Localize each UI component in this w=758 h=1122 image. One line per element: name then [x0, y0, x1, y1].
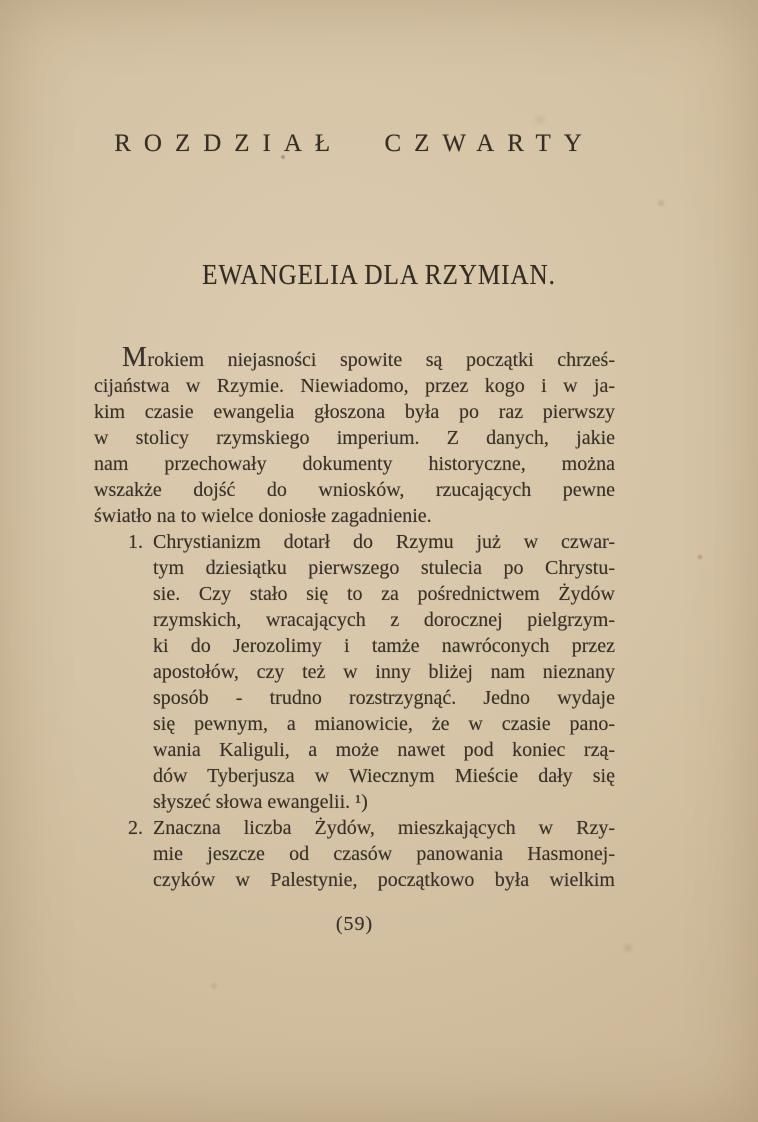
text-line: cijaństwa w Rzymie. Niewiadomo, przez kogo i w ja-: [94, 375, 615, 397]
text-line: apostołów, czy też w inny bliżej nam nieznany: [153, 661, 615, 683]
text-line: Mrokiem niejasności spowite są początki chrześ-: [94, 347, 615, 373]
body-text: [94, 347, 615, 893]
page-number: (59): [335, 913, 374, 935]
text-line: kim czasie ewangelia głoszona była po raz pierwszy: [94, 401, 615, 423]
text-line: Chrystianizm dotarł do Rzymu już w czwar-: [153, 531, 615, 553]
text-line: sie. Czy stało się to za pośrednictwem Żydów: [153, 583, 615, 605]
text-line: dów Tyberjusza w Wiecznym Mieście dały się: [153, 765, 615, 787]
text-line: sposób - trudno rozstrzygnąć. Jedno wydaje: [153, 687, 615, 709]
section-title: EWANGELIA DLA RZYMIAN.: [202, 260, 556, 291]
text-line: Znaczna liczba Żydów, mieszkających w Rzy-: [153, 817, 615, 839]
chapter-heading: ROZDZIAŁ CZWARTY: [114, 130, 595, 157]
initial-capital: M: [122, 347, 148, 373]
text-line: w stolicy rzymskiego imperium. Z danych, jakie: [94, 427, 615, 449]
text-line: się pewnym, a mianowicie, że w czasie pano-: [153, 713, 615, 735]
text-line: wania Kaliguli, a może nawet pod koniec rzą-: [153, 739, 615, 761]
item-number: 1.: [128, 531, 143, 553]
paragraph: [94, 347, 615, 529]
text-line: ki do Jerozolimy i tamże nawróconych przez: [153, 635, 615, 657]
list-item: [94, 529, 615, 815]
text-line: czyków w Palestynie, początkowo była wielkim: [153, 869, 615, 891]
text-line: rzymskich, wracających z dorocznej pielgrzym-: [153, 609, 615, 631]
item-number: 2.: [128, 817, 143, 839]
text-line: tym dziesiątku pierwszego stulecia po Chrystu-: [153, 557, 615, 579]
text-line: światło na to wielce doniosłe zagadnienie.: [94, 505, 432, 527]
text-line: wszakże dojść do wniosków, rzucających pewne: [94, 479, 615, 501]
text-line: nam przechowały dokumenty historyczne, można: [94, 453, 615, 475]
text-line: słyszeć słowa ewangelii. ¹): [153, 791, 368, 813]
list-item: [94, 815, 615, 893]
text-line: mie jeszcze od czasów panowania Hasmonej-: [153, 843, 615, 865]
